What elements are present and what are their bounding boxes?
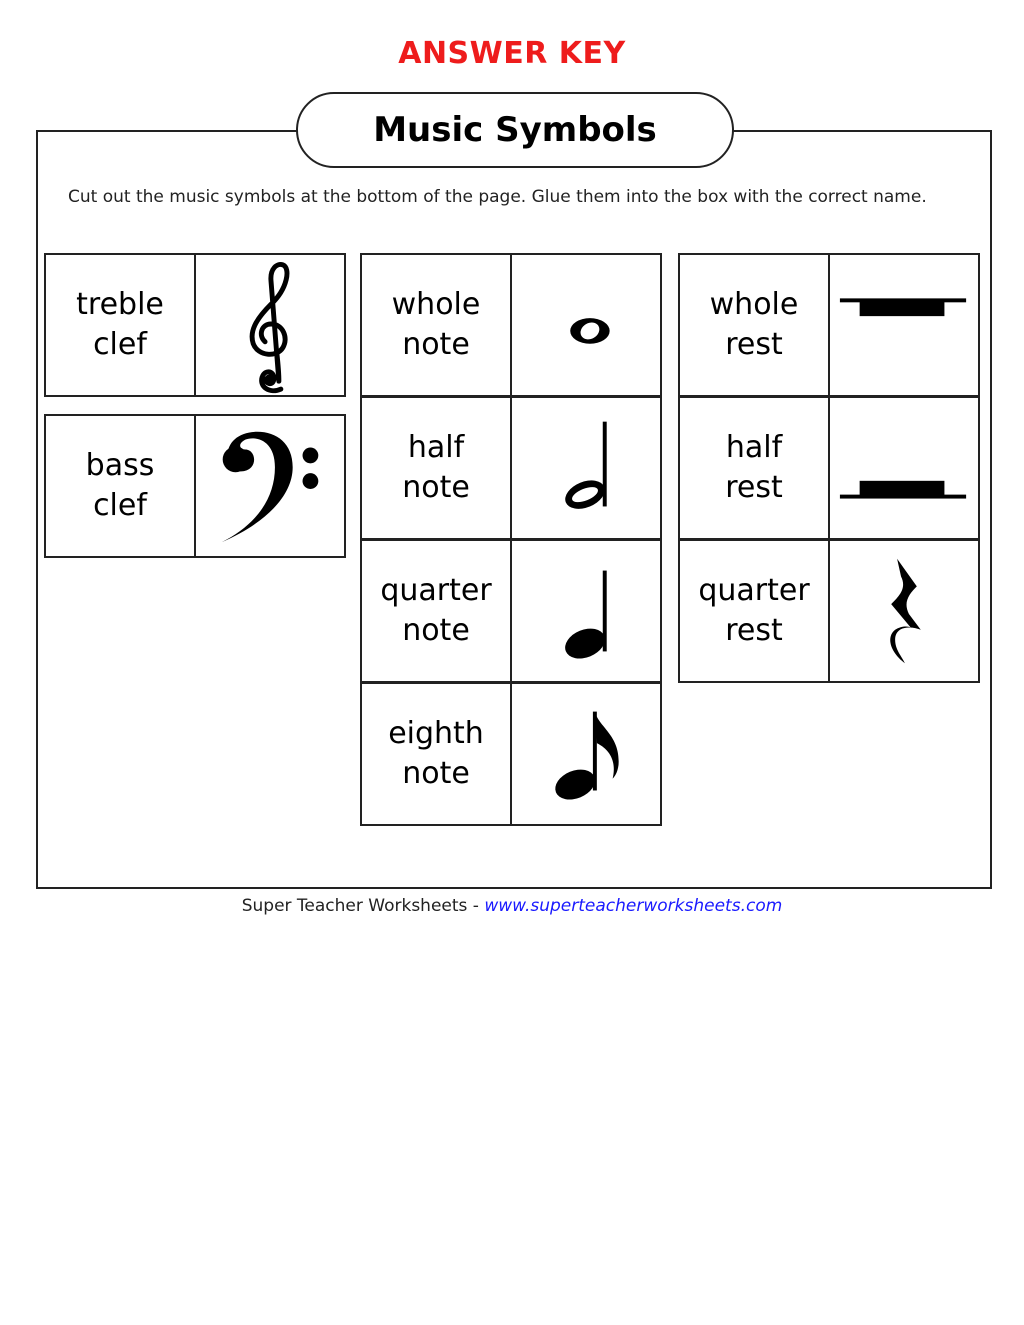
card-half-note (360, 396, 662, 540)
footer (0, 896, 1024, 916)
quarter-note-icon (512, 541, 660, 681)
card-label: half rest (680, 398, 830, 538)
page-title: Music Symbols (373, 110, 657, 150)
whole-note-icon (512, 255, 660, 395)
card-label: whole note (362, 255, 512, 395)
quarter-rest-icon (830, 541, 978, 681)
title-box (296, 92, 734, 168)
whole-rest-icon (830, 255, 978, 395)
half-note-icon (512, 398, 660, 538)
card-quarter-note (360, 539, 662, 683)
card-bass-clef (44, 414, 346, 558)
half-rest-icon (830, 398, 978, 538)
footer-text: Super Teacher Worksheets - (241, 896, 485, 916)
eighth-note-icon (512, 684, 660, 824)
footer-link[interactable]: www.superteacherworksheets.com (484, 896, 783, 916)
card-label: whole rest (680, 255, 830, 395)
card-half-rest (678, 396, 980, 540)
treble-clef-icon (196, 255, 344, 395)
card-treble-clef (44, 253, 346, 397)
card-quarter-rest (678, 539, 980, 683)
card-label: quarter note (362, 541, 512, 681)
answer-key-heading: ANSWER KEY (398, 36, 626, 71)
card-label: bass clef (46, 416, 196, 556)
card-label: half note (362, 398, 512, 538)
card-label: quarter rest (680, 541, 830, 681)
instructions: Cut out the music symbols at the bottom of the page. Glue them into the box with the correct name. (68, 187, 927, 207)
card-label: eighth note (362, 684, 512, 824)
card-whole-rest (678, 253, 980, 397)
bass-clef-icon (196, 416, 344, 556)
card-label: treble clef (46, 255, 196, 395)
card-whole-note (360, 253, 662, 397)
card-eighth-note (360, 682, 662, 826)
